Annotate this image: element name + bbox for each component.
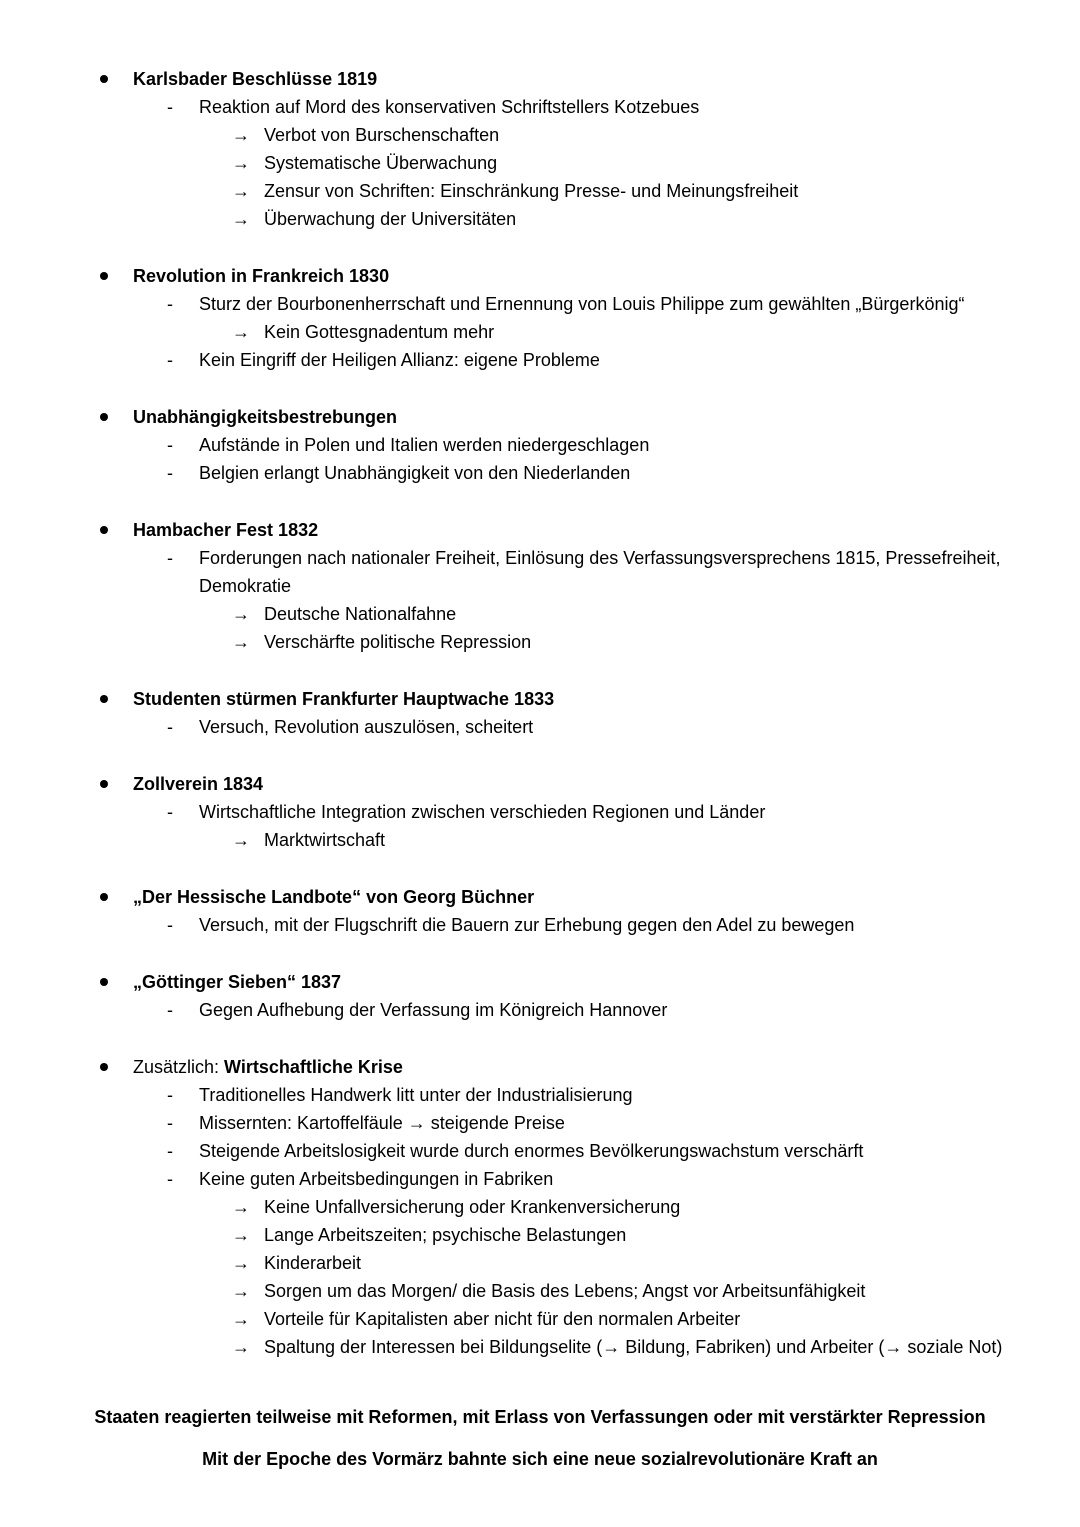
arrow-icon: →	[232, 604, 250, 624]
consequence-item: Verschärfte politische Repression	[264, 632, 532, 652]
consequence-item: Verbot von Burschenschaften	[264, 125, 500, 145]
bullet-icon	[100, 695, 108, 703]
arrow-icon: →	[232, 209, 250, 229]
consequence-item: Deutsche Nationalfahne	[264, 604, 457, 624]
arrow-icon: →	[232, 1253, 250, 1273]
arrow-icon: →	[232, 1281, 250, 1301]
section-hambacher-fest	[0, 516, 1080, 656]
bullet-icon	[100, 526, 108, 534]
list-item: Reaktion auf Mord des konservativen Schriftstellers Kotzebues	[199, 97, 700, 117]
list-item: Keine guten Arbeitsbedingungen in Fabriken	[199, 1169, 554, 1189]
bullet-icon	[100, 75, 108, 83]
section-title-main: Wirtschaftliche Krise	[224, 1057, 403, 1077]
dash-marker: -	[167, 1000, 173, 1020]
dash-marker: -	[167, 1113, 173, 1133]
arrow-icon: →	[232, 1337, 250, 1357]
arrow-icon: →	[232, 153, 250, 173]
list-item: Wirtschaftliche Integration zwischen verschieden Regionen und Länder	[199, 802, 766, 822]
section-goettinger-sieben	[0, 968, 1080, 1024]
section-unabhaengigkeitsbestrebungen	[0, 403, 1080, 487]
dash-marker: -	[167, 435, 173, 455]
bullet-icon	[100, 978, 108, 986]
conclusion-line: Mit der Epoche des Vormärz bahnte sich eine neue sozialrevolutionäre Kraft an	[202, 1449, 878, 1469]
list-item: Gegen Aufhebung der Verfassung im Königreich Hannover	[199, 1000, 668, 1020]
section-title: Studenten stürmen Frankfurter Hauptwache 1833	[133, 689, 555, 709]
bullet-icon	[100, 1063, 108, 1071]
section-hessische-landbote	[0, 883, 1080, 939]
section-title-prefix: Zusätzlich:	[133, 1057, 225, 1077]
bullet-icon	[100, 272, 108, 280]
dash-marker: -	[167, 294, 173, 314]
consequence-item: Keine Unfallversicherung oder Krankenversicherung	[264, 1197, 681, 1217]
bullet-icon	[100, 893, 108, 901]
dash-marker: -	[167, 1141, 173, 1161]
section-revolution-frankreich	[0, 262, 1080, 374]
arrow-icon: →	[232, 181, 250, 201]
bullet-icon	[100, 780, 108, 788]
arrow-icon: →	[232, 830, 250, 850]
arrow-icon: →	[232, 1309, 250, 1329]
arrow-icon: →	[232, 322, 250, 342]
arrow-icon: →	[232, 125, 250, 145]
arrow-icon: →	[232, 632, 250, 652]
section-zollverein	[0, 770, 1080, 854]
list-item: Missernten: Kartoffelfäule → steigende Preise	[199, 1113, 565, 1133]
list-item: Belgien erlangt Unabhängigkeit von den Niederlanden	[199, 463, 631, 483]
consequence-item: Marktwirtschaft	[264, 830, 386, 850]
consequence-item: Kein Gottesgnadentum mehr	[264, 322, 495, 342]
section-title: Hambacher Fest 1832	[133, 520, 319, 540]
section-title: „Göttinger Sieben“ 1837	[133, 972, 342, 992]
section-frankfurter-hauptwache	[0, 685, 1080, 741]
dash-marker: -	[167, 548, 173, 568]
consequence-item: Spaltung der Interessen bei Bildungselite (→ Bildung, Fabriken) und Arbeiter (→ soziale Not)	[264, 1337, 1003, 1357]
section-karlsbader-beschluesse	[0, 65, 1080, 233]
section-title: Zollverein 1834	[133, 774, 264, 794]
section-title	[133, 1053, 403, 1081]
section-title: Revolution in Frankreich 1830	[133, 266, 390, 286]
section-title: Unabhängigkeitsbestrebungen	[133, 407, 398, 427]
consequence-item: Überwachung der Universitäten	[264, 209, 517, 229]
arrow-icon: →	[232, 1197, 250, 1217]
list-item: Versuch, mit der Flugschrift die Bauern zur Erhebung gegen den Adel zu bewegen	[199, 915, 855, 935]
list-item-continuation: Demokratie	[199, 576, 292, 596]
consequence-item: Zensur von Schriften: Einschränkung Presse- und Meinungsfreiheit	[264, 181, 799, 201]
bullet-icon	[100, 413, 108, 421]
consequence-item: Vorteile für Kapitalisten aber nicht für den normalen Arbeiter	[264, 1309, 741, 1329]
consequence-item: Sorgen um das Morgen/ die Basis des Lebens; Angst vor Arbeitsunfähigkeit	[264, 1281, 866, 1301]
consequence-item: Systematische Überwachung	[264, 153, 498, 173]
list-item: Aufstände in Polen und Italien werden niedergeschlagen	[199, 435, 650, 455]
dash-marker: -	[167, 97, 173, 117]
dash-marker: -	[167, 1085, 173, 1105]
consequence-item: Kinderarbeit	[264, 1253, 362, 1273]
consequence-item: Lange Arbeitszeiten; psychische Belastungen	[264, 1225, 627, 1245]
dash-marker: -	[167, 350, 173, 370]
dash-marker: -	[167, 802, 173, 822]
list-item: Kein Eingriff der Heiligen Allianz: eigene Probleme	[199, 350, 600, 370]
list-item: Traditionelles Handwerk litt unter der Industrialisierung	[199, 1085, 633, 1105]
section-wirtschaftliche-krise	[0, 1053, 1080, 1361]
dash-marker: -	[167, 1169, 173, 1189]
dash-marker: -	[167, 717, 173, 737]
list-item: Sturz der Bourbonenherrschaft und Ernennung von Louis Philippe zum gewählten „Bürgerkönig“	[199, 294, 965, 314]
conclusion-line: Staaten reagierten teilweise mit Reformen, mit Erlass von Verfassungen oder mit verstärkter Repression	[94, 1407, 986, 1427]
dash-marker: -	[167, 915, 173, 935]
arrow-icon: →	[232, 1225, 250, 1245]
section-title: Karlsbader Beschlüsse 1819	[133, 69, 378, 89]
section-title: „Der Hessische Landbote“ von Georg Büchner	[133, 887, 535, 907]
list-item: Forderungen nach nationaler Freiheit, Einlösung des Verfassungsversprechens 1815, Pressefreiheit,	[199, 548, 1001, 568]
list-item: Versuch, Revolution auszulösen, scheitert	[199, 717, 534, 737]
list-item: Steigende Arbeitslosigkeit wurde durch enormes Bevölkerungswachstum verschärft	[199, 1141, 864, 1161]
dash-marker: -	[167, 463, 173, 483]
